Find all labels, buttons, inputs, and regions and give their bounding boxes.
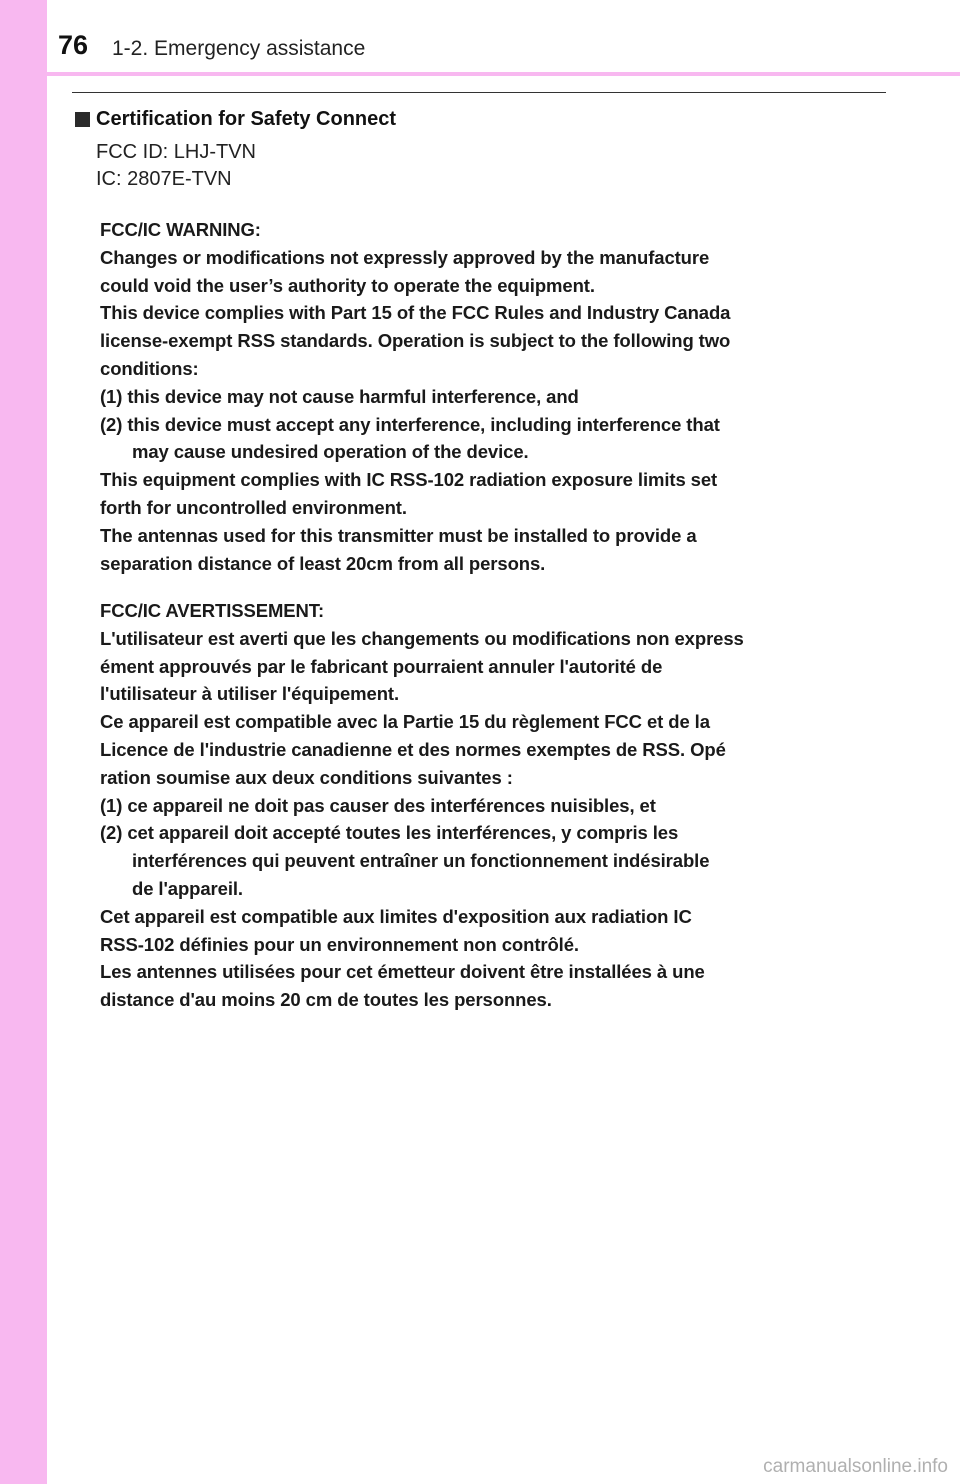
square-bullet-icon (75, 112, 90, 127)
warning-en-line: This equipment complies with IC RSS-102 radiation exposure limits set (100, 469, 718, 491)
warning-fr-line: Licence de l'industrie canadienne et des normes exemptes de RSS. Opé (100, 738, 726, 760)
warning-fr-line: (2) cet appareil doit accepté toutes les interférences, y compris les (100, 822, 679, 844)
fcc-ic-warning-fr (100, 597, 860, 1014)
side-color-bar (0, 0, 47, 1484)
warning-fr-line: RSS-102 définies pour un environnement non contrôlé. (100, 933, 579, 955)
warning-fr-line: L'utilisateur est averti que les changements ou modifications non express (100, 627, 744, 649)
warning-en-line: conditions: (100, 357, 199, 379)
ic-number: IC: 2807E-TVN (96, 168, 232, 190)
warning-en-line: Changes or modifications not expressly approved by the manufacture (100, 246, 710, 268)
certification-heading-text: Certification for Safety Connect (96, 108, 397, 130)
warning-en-line: This device complies with Part 15 of the FCC Rules and Industry Canada (100, 302, 731, 324)
fcc-ic-warning-en (100, 216, 860, 577)
warning-en-line: forth for uncontrolled environment. (100, 496, 407, 518)
warning-fr-line: Cet appareil est compatible aux limites d'exposition aux radiation IC (100, 905, 692, 927)
warning-en-line: license-exempt RSS standards. Operation is subject to the following two (100, 330, 731, 352)
warning-en-line: The antennas used for this transmitter must be installed to provide a (100, 524, 697, 546)
warning-en-line: could void the user’s authority to operate the equipment. (100, 274, 595, 296)
warning-fr-line: ration soumise aux deux conditions suivantes : (100, 766, 513, 788)
warning-en-line: (2) this device must accept any interference, including interference that (100, 413, 720, 435)
warning-fr-line: Les antennes utilisées pour cet émetteur doivent être installées à une (100, 961, 705, 983)
warning-en-line: FCC/IC WARNING: (100, 219, 261, 240)
certification-ids (96, 139, 256, 193)
page-number: 76 (58, 30, 89, 60)
warning-en-line: separation distance of least 20cm from all persons. (100, 552, 546, 574)
warning-en-line: may cause undesired operation of the device. (132, 441, 529, 463)
warning-fr-line: interférences qui peuvent entraîner un fonctionnement indésirable (132, 850, 710, 872)
section-divider (72, 92, 886, 93)
warning-en-line: (1) this device may not cause harmful interference, and (100, 385, 579, 407)
warning-fr-line: distance d'au moins 20 cm de toutes les personnes. (100, 989, 552, 1011)
fcc-id: FCC ID: LHJ-TVN (96, 141, 256, 163)
warning-fr-line: l'utilisateur à utiliser l'équipement. (100, 683, 400, 705)
warning-fr-line: FCC/IC AVERTISSEMENT: (100, 600, 325, 621)
warning-fr-line: (1) ce appareil ne doit pas causer des interférences nuisibles, et (100, 794, 656, 816)
warning-fr-line: Ce appareil est compatible avec la Partie 15 du règlement FCC et de la (100, 711, 710, 733)
certification-heading (75, 108, 396, 131)
section-title: 1-2. Emergency assistance (112, 37, 366, 60)
header-color-rule (47, 72, 960, 76)
watermark-text: carmanualsonline.info (763, 1456, 948, 1477)
warning-fr-line: de l'appareil. (132, 877, 243, 899)
warning-fr-line: ément approuvés par le fabricant pourraient annuler l'autorité de (100, 655, 663, 677)
